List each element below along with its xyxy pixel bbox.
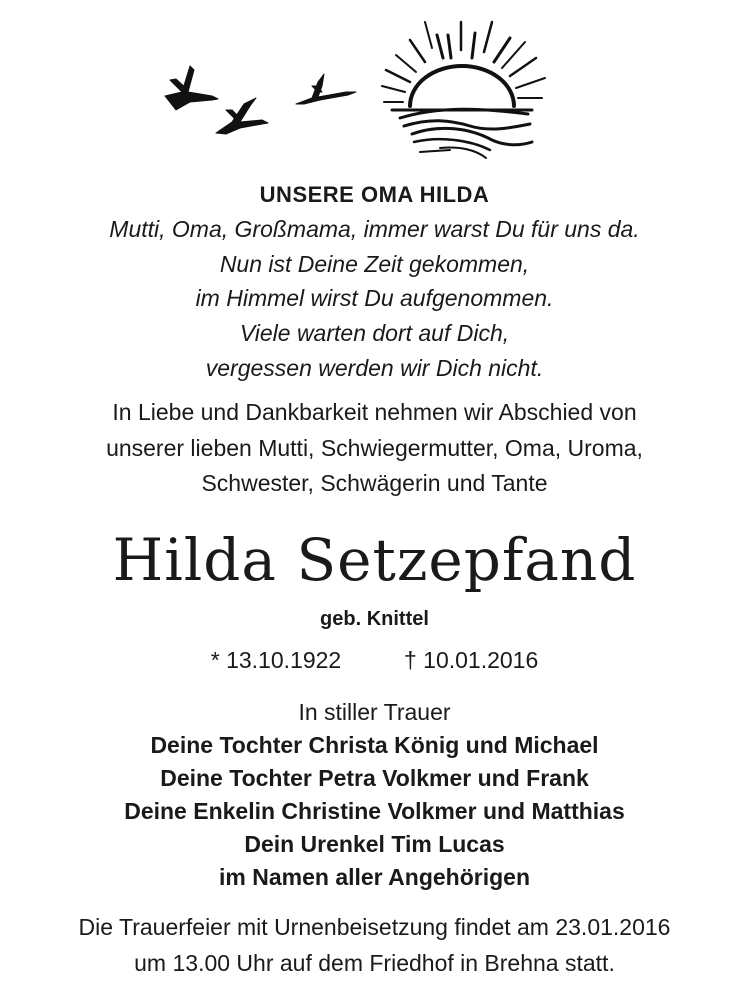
mourner-line: Deine Enkelin Christine Volkmer und Matthias [124, 798, 625, 824]
funeral-info: um 13.00 Uhr auf dem Friedhof in Brehna statt. [134, 950, 615, 976]
poem-line: im Himmel wirst Du aufgenommen. [195, 285, 554, 311]
mourner-line: Dein Urenkel Tim Lucas [244, 831, 505, 857]
farewell-line: unserer lieben Mutti, Schwiegermutter, Oma, Uroma, [106, 435, 643, 461]
mourner-line: Deine Tochter Petra Volkmer und Frank [160, 765, 589, 791]
deceased-name: Hilda Setzepfand [112, 526, 637, 594]
death-date: † 10.01.2016 [403, 647, 539, 673]
birth-date: * 13.10.1922 [210, 647, 342, 673]
life-dates [0, 647, 749, 674]
heading: UNSERE OMA HILDA [259, 182, 490, 207]
mourner-line: Deine Tochter Christa König und Michael [150, 732, 599, 758]
funeral-info: Die Trauerfeier mit Urnenbeisetzung findet am 23.01.2016 [78, 914, 671, 940]
sunset-over-hills-illustration [382, 22, 545, 158]
poem-line: Mutti, Oma, Großmama, immer warst Du für uns da. [109, 216, 640, 242]
poem-line: Nun ist Deine Zeit gekommen, [219, 251, 530, 277]
maiden-name: geb. Knittel [320, 608, 429, 630]
poem-line: vergessen werden wir Dich nicht. [205, 355, 544, 381]
header-illustration [0, 0, 749, 170]
poem-line: Viele warten dort auf Dich, [239, 320, 510, 346]
mourner-line: im Namen aller Angehörigen [219, 864, 530, 890]
farewell-line: Schwester, Schwägerin und Tante [201, 470, 548, 496]
mourning-intro: In stiller Trauer [298, 699, 451, 725]
flying-birds-illustration [165, 66, 356, 134]
farewell-line: In Liebe und Dankbarkeit nehmen wir Abschied von [112, 399, 637, 425]
